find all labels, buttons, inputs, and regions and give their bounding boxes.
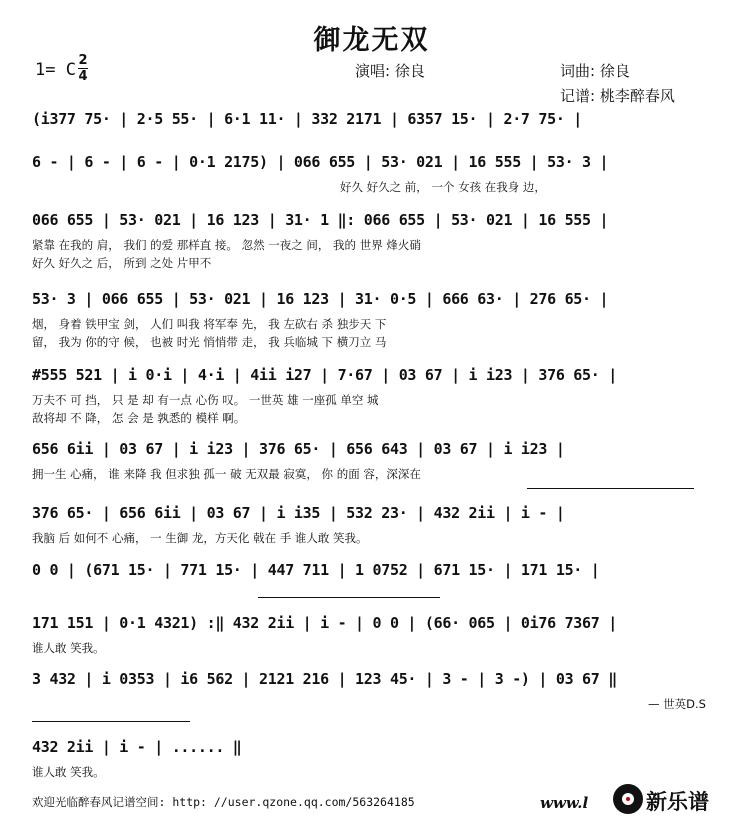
notation-line: 656 6ii | 03 67 | i i23 | 376 65· | 656 643 | 03 67 | i i23 | bbox=[32, 440, 565, 458]
notation-line: 53· 3 | 066 655 | 53· 021 | 16 123 | 31· 0·5 | 666 63· | 276 65· | bbox=[32, 290, 609, 308]
volta-bracket bbox=[258, 597, 440, 598]
volta-bracket bbox=[32, 721, 190, 722]
lyric-line: — 世英D.S bbox=[648, 697, 706, 711]
time-signature-top: 2 bbox=[78, 53, 88, 68]
lyric-line: 拥一生 心痛， 谁 来降 我 但求独 孤一 破 无双最 寂寞， 你 的面 容，深深在 bbox=[32, 467, 421, 481]
notation-line: 376 65· | 656 6ii | 03 67 | i i35 | 532 23· | 432 2ii | i - | bbox=[32, 504, 565, 522]
lyric-line: 烟， 身着 铁甲宝 剑， 人们 叫我 将军奉 先， 我 左砍右 杀 独步天 下 bbox=[32, 317, 387, 331]
notation-line: 3 432 | i 0353 | i6 562 | 2121 216 | 123 45· | 3 - | 3 -) | 03 67 ‖ bbox=[32, 670, 617, 688]
notation-line: 6 - | 6 - | 6 - | 0·1 2175) | 066 655 | 53· 021 | 16 555 | 53· 3 | bbox=[32, 153, 609, 171]
notation-line: 171 151 | 0·1 4321) :‖ 432 2ii | i - | 0 0 | (66· 065 | 0i76 7367 | bbox=[32, 614, 617, 632]
key-signature: 1= C bbox=[35, 60, 76, 80]
notation-line: (i377 75· | 2·5 55· | 6·1 11· | 332 2171 | 6357 15· | 2·7 75· | bbox=[32, 110, 583, 128]
lyric-line: 万夫不 可 挡， 只 是 却 有一点 心伤 叹。 一世英 雄 一座孤 单空 城 bbox=[32, 393, 379, 407]
notation-line: #555 521 | i 0·i | 4·i | 4ii i27 | 7·67 | 03 67 | i i23 | 376 65· | bbox=[32, 366, 617, 384]
transcriber-credit: 记谱: 桃李醉春风 bbox=[560, 87, 675, 105]
notation-line: 0 0 | (671 15· | 771 15· | 447 711 | 1 0752 | 671 15· | 171 15· | bbox=[32, 561, 600, 579]
lyric-line: 好久 好久之 后， 所到 之处 片甲不 bbox=[32, 256, 212, 270]
lyric-line: 好久 好久之 前， 一个 女孩 在我身 边， bbox=[340, 180, 546, 194]
page-title: 御龙无双 bbox=[313, 25, 430, 56]
notation-line: 066 655 | 53· 021 | 16 123 | 31· 1 ‖: 066 655 | 53· 021 | 16 555 | bbox=[32, 211, 609, 229]
lyric-line: 敌将却 不 降， 怎 会 是 孰悉的 模样 啊。 bbox=[32, 411, 246, 425]
brand-logo-text: 新乐谱 bbox=[646, 790, 709, 814]
site-url[interactable]: www.l bbox=[540, 794, 589, 812]
record-disc-icon bbox=[613, 784, 643, 814]
volta-bracket bbox=[527, 488, 694, 489]
lyric-line: 留， 我为 你的守 候， 也被 时光 悄悄带 走， 我 兵临城 下 横刀立 马 bbox=[32, 335, 387, 349]
notation-line: 432 2ii | i - | ...... ‖ bbox=[32, 738, 242, 756]
singer-credit: 演唱: 徐良 bbox=[355, 62, 425, 80]
lyric-line: 谁人敢 笑我。 bbox=[32, 765, 105, 779]
composer-credit: 词曲: 徐良 bbox=[560, 62, 630, 80]
lyric-line: 紧靠 在我的 肩， 我们 的爱 那样直 接。 忽然 一夜之 间， 我的 世界 烽火硝 bbox=[32, 238, 421, 252]
time-signature-bottom: 4 bbox=[78, 69, 88, 84]
lyric-line: 我脑 后 如何不 心痛， 一 生御 龙，方天化 戟在 手 谁人敢 笑我。 bbox=[32, 531, 368, 545]
lyric-line: 谁人敢 笑我。 bbox=[32, 641, 105, 655]
footer-visit-text: 欢迎光临醉春风记谱空间: http: //user.qzone.qq.com/563264185 bbox=[32, 795, 415, 809]
time-signature bbox=[78, 54, 88, 83]
